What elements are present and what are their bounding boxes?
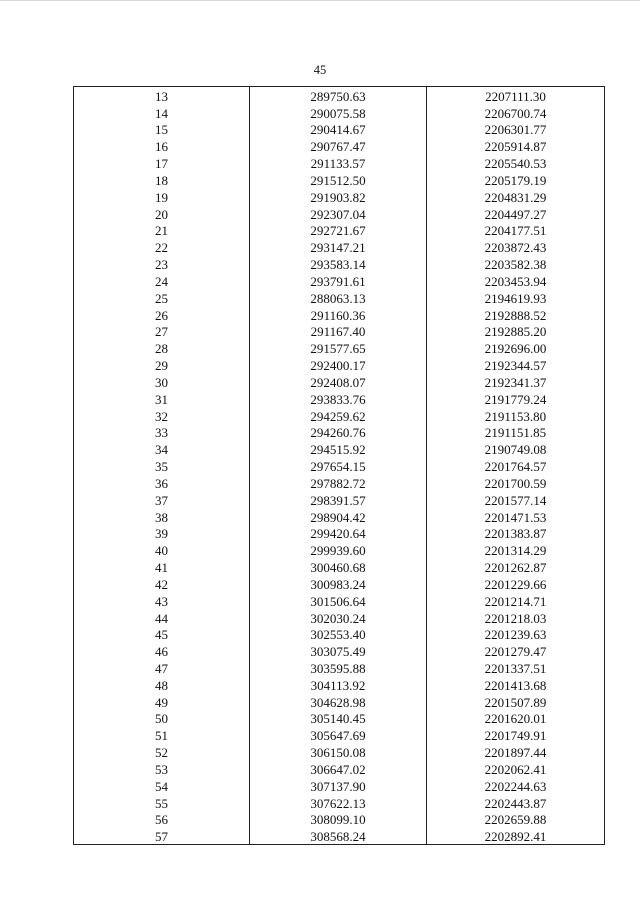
x-coordinate-cell: 292721.67 (250, 222, 427, 239)
x-coordinate-cell: 291512.50 (250, 171, 427, 188)
y-coordinate-cell: 2192341.37 (427, 373, 605, 390)
point-number-cell: 34 (74, 440, 250, 457)
table-row (74, 575, 605, 592)
y-coordinate-cell: 2201749.91 (427, 726, 605, 743)
table-row (74, 188, 605, 205)
x-coordinate-cell: 301506.64 (250, 592, 427, 609)
point-number-cell: 57 (74, 827, 250, 844)
point-number-cell: 29 (74, 356, 250, 373)
x-coordinate-cell: 303595.88 (250, 659, 427, 676)
x-coordinate-cell: 291133.57 (250, 154, 427, 171)
x-coordinate-cell: 293583.14 (250, 255, 427, 272)
y-coordinate-cell: 2201764.57 (427, 457, 605, 474)
table-row (74, 592, 605, 609)
table-row (74, 154, 605, 171)
table-row (74, 272, 605, 289)
page-top-edge (0, 0, 640, 1)
y-coordinate-cell: 2206301.77 (427, 121, 605, 138)
y-coordinate-cell: 2202659.88 (427, 811, 605, 828)
x-coordinate-cell: 300983.24 (250, 575, 427, 592)
x-coordinate-cell: 294515.92 (250, 440, 427, 457)
table-row (74, 255, 605, 272)
point-number-cell: 43 (74, 592, 250, 609)
y-coordinate-cell: 2191779.24 (427, 390, 605, 407)
y-coordinate-cell: 2203582.38 (427, 255, 605, 272)
point-number-cell: 39 (74, 525, 250, 542)
y-coordinate-cell: 2191153.80 (427, 407, 605, 424)
point-number-cell: 24 (74, 272, 250, 289)
point-number-cell: 37 (74, 491, 250, 508)
page-number: 45 (313, 63, 327, 77)
x-coordinate-cell: 307622.13 (250, 794, 427, 811)
point-number-cell: 19 (74, 188, 250, 205)
table-row (74, 491, 605, 508)
table-row (74, 306, 605, 323)
y-coordinate-cell: 2201700.59 (427, 474, 605, 491)
x-coordinate-cell: 293791.61 (250, 272, 427, 289)
point-number-cell: 26 (74, 306, 250, 323)
point-number-cell: 42 (74, 575, 250, 592)
y-coordinate-cell: 2201897.44 (427, 743, 605, 760)
point-number-cell: 32 (74, 407, 250, 424)
y-coordinate-cell: 2190749.08 (427, 440, 605, 457)
table-row (74, 87, 605, 104)
point-number-cell: 47 (74, 659, 250, 676)
x-coordinate-cell: 304628.98 (250, 693, 427, 710)
table-row (74, 222, 605, 239)
y-coordinate-cell: 2203872.43 (427, 238, 605, 255)
y-coordinate-cell: 2192344.57 (427, 356, 605, 373)
table-row (74, 626, 605, 643)
table-row (74, 390, 605, 407)
y-coordinate-cell: 2201229.66 (427, 575, 605, 592)
x-coordinate-cell: 304113.92 (250, 676, 427, 693)
table-row (74, 726, 605, 743)
point-number-cell: 18 (74, 171, 250, 188)
x-coordinate-cell: 293147.21 (250, 238, 427, 255)
x-coordinate-cell: 292408.07 (250, 373, 427, 390)
table-row (74, 794, 605, 811)
table-row (74, 609, 605, 626)
table-row (74, 676, 605, 693)
point-number-cell: 28 (74, 339, 250, 356)
point-number-cell: 23 (74, 255, 250, 272)
x-coordinate-cell: 291577.65 (250, 339, 427, 356)
x-coordinate-cell: 293833.76 (250, 390, 427, 407)
x-coordinate-cell: 297654.15 (250, 457, 427, 474)
y-coordinate-cell: 2204177.51 (427, 222, 605, 239)
point-number-cell: 38 (74, 508, 250, 525)
point-number-cell: 25 (74, 289, 250, 306)
y-coordinate-cell: 2202892.41 (427, 827, 605, 844)
y-coordinate-cell: 2201239.63 (427, 626, 605, 643)
table-row (74, 525, 605, 542)
x-coordinate-cell: 290767.47 (250, 137, 427, 154)
table-row (74, 811, 605, 828)
table-row (74, 289, 605, 306)
x-coordinate-cell: 299420.64 (250, 525, 427, 542)
table-row (74, 121, 605, 138)
y-coordinate-cell: 2203453.94 (427, 272, 605, 289)
point-number-cell: 50 (74, 710, 250, 727)
x-coordinate-cell: 306150.08 (250, 743, 427, 760)
x-coordinate-cell: 289750.63 (250, 87, 427, 104)
point-number-cell: 49 (74, 693, 250, 710)
point-number-cell: 36 (74, 474, 250, 491)
table-row (74, 710, 605, 727)
table-row (74, 205, 605, 222)
table-row (74, 339, 605, 356)
table-row (74, 457, 605, 474)
table-row (74, 743, 605, 760)
table-row (74, 440, 605, 457)
x-coordinate-cell: 302030.24 (250, 609, 427, 626)
y-coordinate-cell: 2201577.14 (427, 491, 605, 508)
x-coordinate-cell: 298391.57 (250, 491, 427, 508)
y-coordinate-cell: 2202443.87 (427, 794, 605, 811)
y-coordinate-cell: 2192888.52 (427, 306, 605, 323)
x-coordinate-cell: 291160.36 (250, 306, 427, 323)
table-row (74, 558, 605, 575)
table-row (74, 541, 605, 558)
table-row (74, 659, 605, 676)
x-coordinate-cell: 307137.90 (250, 777, 427, 794)
point-number-cell: 33 (74, 424, 250, 441)
x-coordinate-cell: 297882.72 (250, 474, 427, 491)
table-row (74, 693, 605, 710)
y-coordinate-cell: 2191151.85 (427, 424, 605, 441)
point-number-cell: 13 (74, 87, 250, 104)
point-number-cell: 45 (74, 626, 250, 643)
point-number-cell: 27 (74, 323, 250, 340)
point-number-cell: 17 (74, 154, 250, 171)
table-row (74, 474, 605, 491)
table-row (74, 238, 605, 255)
y-coordinate-cell: 2205914.87 (427, 137, 605, 154)
point-number-cell: 46 (74, 642, 250, 659)
x-coordinate-cell: 300460.68 (250, 558, 427, 575)
point-number-cell: 16 (74, 137, 250, 154)
x-coordinate-cell: 308099.10 (250, 811, 427, 828)
x-coordinate-cell: 303075.49 (250, 642, 427, 659)
y-coordinate-cell: 2205540.53 (427, 154, 605, 171)
point-number-cell: 15 (74, 121, 250, 138)
y-coordinate-cell: 2206700.74 (427, 104, 605, 121)
x-coordinate-cell: 291903.82 (250, 188, 427, 205)
x-coordinate-cell: 298904.42 (250, 508, 427, 525)
point-number-cell: 35 (74, 457, 250, 474)
point-number-cell: 52 (74, 743, 250, 760)
x-coordinate-cell: 290075.58 (250, 104, 427, 121)
point-number-cell: 55 (74, 794, 250, 811)
y-coordinate-cell: 2201413.68 (427, 676, 605, 693)
x-coordinate-cell: 306647.02 (250, 760, 427, 777)
table-row (74, 642, 605, 659)
table-row (74, 827, 605, 844)
x-coordinate-cell: 292307.04 (250, 205, 427, 222)
y-coordinate-cell: 2207111.30 (427, 87, 605, 104)
y-coordinate-cell: 2204497.27 (427, 205, 605, 222)
table-row (74, 137, 605, 154)
y-coordinate-cell: 2202062.41 (427, 760, 605, 777)
coordinates-table-body (74, 87, 605, 845)
point-number-cell: 22 (74, 238, 250, 255)
y-coordinate-cell: 2201337.51 (427, 659, 605, 676)
point-number-cell: 54 (74, 777, 250, 794)
point-number-cell: 41 (74, 558, 250, 575)
y-coordinate-cell: 2202244.63 (427, 777, 605, 794)
x-coordinate-cell: 302553.40 (250, 626, 427, 643)
x-coordinate-cell: 288063.13 (250, 289, 427, 306)
table-row (74, 424, 605, 441)
y-coordinate-cell: 2192885.20 (427, 323, 605, 340)
y-coordinate-cell: 2201620.01 (427, 710, 605, 727)
point-number-cell: 20 (74, 205, 250, 222)
x-coordinate-cell: 290414.67 (250, 121, 427, 138)
y-coordinate-cell: 2201262.87 (427, 558, 605, 575)
y-coordinate-cell: 2201214.71 (427, 592, 605, 609)
point-number-cell: 44 (74, 609, 250, 626)
point-number-cell: 31 (74, 390, 250, 407)
y-coordinate-cell: 2205179.19 (427, 171, 605, 188)
point-number-cell: 40 (74, 541, 250, 558)
x-coordinate-cell: 299939.60 (250, 541, 427, 558)
y-coordinate-cell: 2194619.93 (427, 289, 605, 306)
table-row (74, 104, 605, 121)
x-coordinate-cell: 291167.40 (250, 323, 427, 340)
point-number-cell: 30 (74, 373, 250, 390)
point-number-cell: 48 (74, 676, 250, 693)
point-number-cell: 14 (74, 104, 250, 121)
x-coordinate-cell: 294260.76 (250, 424, 427, 441)
table-row (74, 777, 605, 794)
table-row (74, 171, 605, 188)
point-number-cell: 53 (74, 760, 250, 777)
coordinates-table (73, 86, 605, 845)
x-coordinate-cell: 305647.69 (250, 726, 427, 743)
table-row (74, 508, 605, 525)
point-number-cell: 56 (74, 811, 250, 828)
y-coordinate-cell: 2201314.29 (427, 541, 605, 558)
y-coordinate-cell: 2201471.53 (427, 508, 605, 525)
y-coordinate-cell: 2204831.29 (427, 188, 605, 205)
x-coordinate-cell: 308568.24 (250, 827, 427, 844)
x-coordinate-cell: 305140.45 (250, 710, 427, 727)
table-row (74, 407, 605, 424)
point-number-cell: 21 (74, 222, 250, 239)
table-row (74, 323, 605, 340)
y-coordinate-cell: 2201279.47 (427, 642, 605, 659)
x-coordinate-cell: 294259.62 (250, 407, 427, 424)
table-row (74, 760, 605, 777)
y-coordinate-cell: 2201218.03 (427, 609, 605, 626)
y-coordinate-cell: 2192696.00 (427, 339, 605, 356)
table-row (74, 373, 605, 390)
table-row (74, 356, 605, 373)
point-number-cell: 51 (74, 726, 250, 743)
x-coordinate-cell: 292400.17 (250, 356, 427, 373)
y-coordinate-cell: 2201383.87 (427, 525, 605, 542)
y-coordinate-cell: 2201507.89 (427, 693, 605, 710)
